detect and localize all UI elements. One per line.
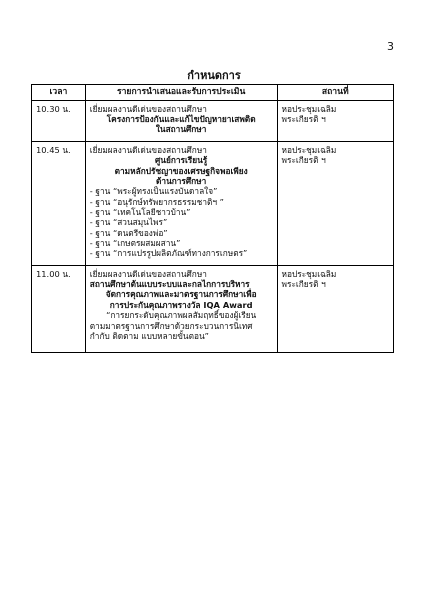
station-item: - ฐาน “เกษตรผสมผสาน” (89, 238, 181, 249)
item-heading: จัดการคุณภาพและมาตรฐานการศึกษาเพื่อ (105, 289, 257, 300)
place-line: พระเกียรติ ฯ (281, 114, 326, 125)
station-item: - ฐาน “การแปรรูปผลิตภัณฑ์ทางการเกษตร” (89, 248, 248, 259)
item-line: เยี่ยมผลงานดีเด่นของสถานศึกษา (89, 144, 207, 155)
item-heading: ด้านการศึกษา (156, 175, 207, 186)
place-line: หอประชุมเฉลิม (281, 144, 337, 155)
table-row (32, 141, 394, 265)
item-heading: ในสถานศึกษา (155, 124, 207, 135)
station-item: - ฐาน “เทคโนโลยีชาวบ้าน” (89, 206, 191, 217)
row-time: 10.45 น. (32, 141, 86, 265)
item-quote: “การยกระดับคุณภาพผลสัมฤทธิ์ของผู้เรียน (106, 310, 257, 321)
page-number: 3 (387, 40, 394, 53)
row-time: 11.00 น. (32, 265, 86, 353)
header-place: สถานที่ (277, 85, 393, 101)
document-title: กำหนดการ (187, 69, 241, 82)
item-heading: โครงการป้องกันและแก้ไขปัญหายาเสพติด (106, 114, 256, 125)
table-row (32, 100, 394, 141)
row-items (85, 141, 277, 265)
item-quote: กำกับ ติดตาม แบบหลายขั้นตอน” (89, 330, 209, 341)
item-line: เยี่ยมผลงานดีเด่นของสถานศึกษา (89, 103, 207, 114)
place-line: หอประชุมเฉลิม (281, 268, 337, 279)
place-line: พระเกียรติ ฯ (281, 279, 326, 290)
station-item: - ฐาน “ดนตรีของพ่อ” (89, 227, 168, 238)
schedule-table (31, 84, 394, 353)
row-place (277, 100, 393, 141)
header-items: รายการนำเสนอและรับการประเมิน (85, 85, 277, 101)
item-heading: การประกันคุณภาพรางวัล IQA Award (109, 299, 253, 310)
row-place (277, 141, 393, 265)
station-item: - ฐาน “สวนสมุนไพร” (89, 217, 168, 228)
row-place (277, 265, 393, 353)
table-header-row (32, 85, 394, 101)
station-item: - ฐาน “อนุรักษ์ทรัพยากรธรรมชาติฯ ” (89, 196, 224, 207)
table-row (32, 265, 394, 353)
row-items (85, 100, 277, 141)
place-line: พระเกียรติ ฯ (281, 155, 326, 166)
item-heading: ศูนย์การเรียนรู้ (155, 155, 208, 166)
row-time: 10.30 น. (32, 100, 86, 141)
item-heading: สถานศึกษาต้นแบบระบบและกลไกการบริหาร (89, 279, 250, 290)
item-quote: ตามมาตรฐานการศึกษาด้วยกระบวนการนิเทศ (89, 320, 253, 331)
header-time: เวลา (32, 85, 86, 101)
item-line: เยี่ยมผลงานดีเด่นของสถานศึกษา (89, 268, 207, 279)
station-item: - ฐาน “พระผู้ทรงเป็นแรงบันดาลใจ” (89, 186, 218, 197)
place-line: หอประชุมเฉลิม (281, 103, 337, 114)
item-heading: ตามหลักปรัชญาของเศรษฐกิจพอเพียง (114, 165, 248, 176)
row-items (85, 265, 277, 353)
